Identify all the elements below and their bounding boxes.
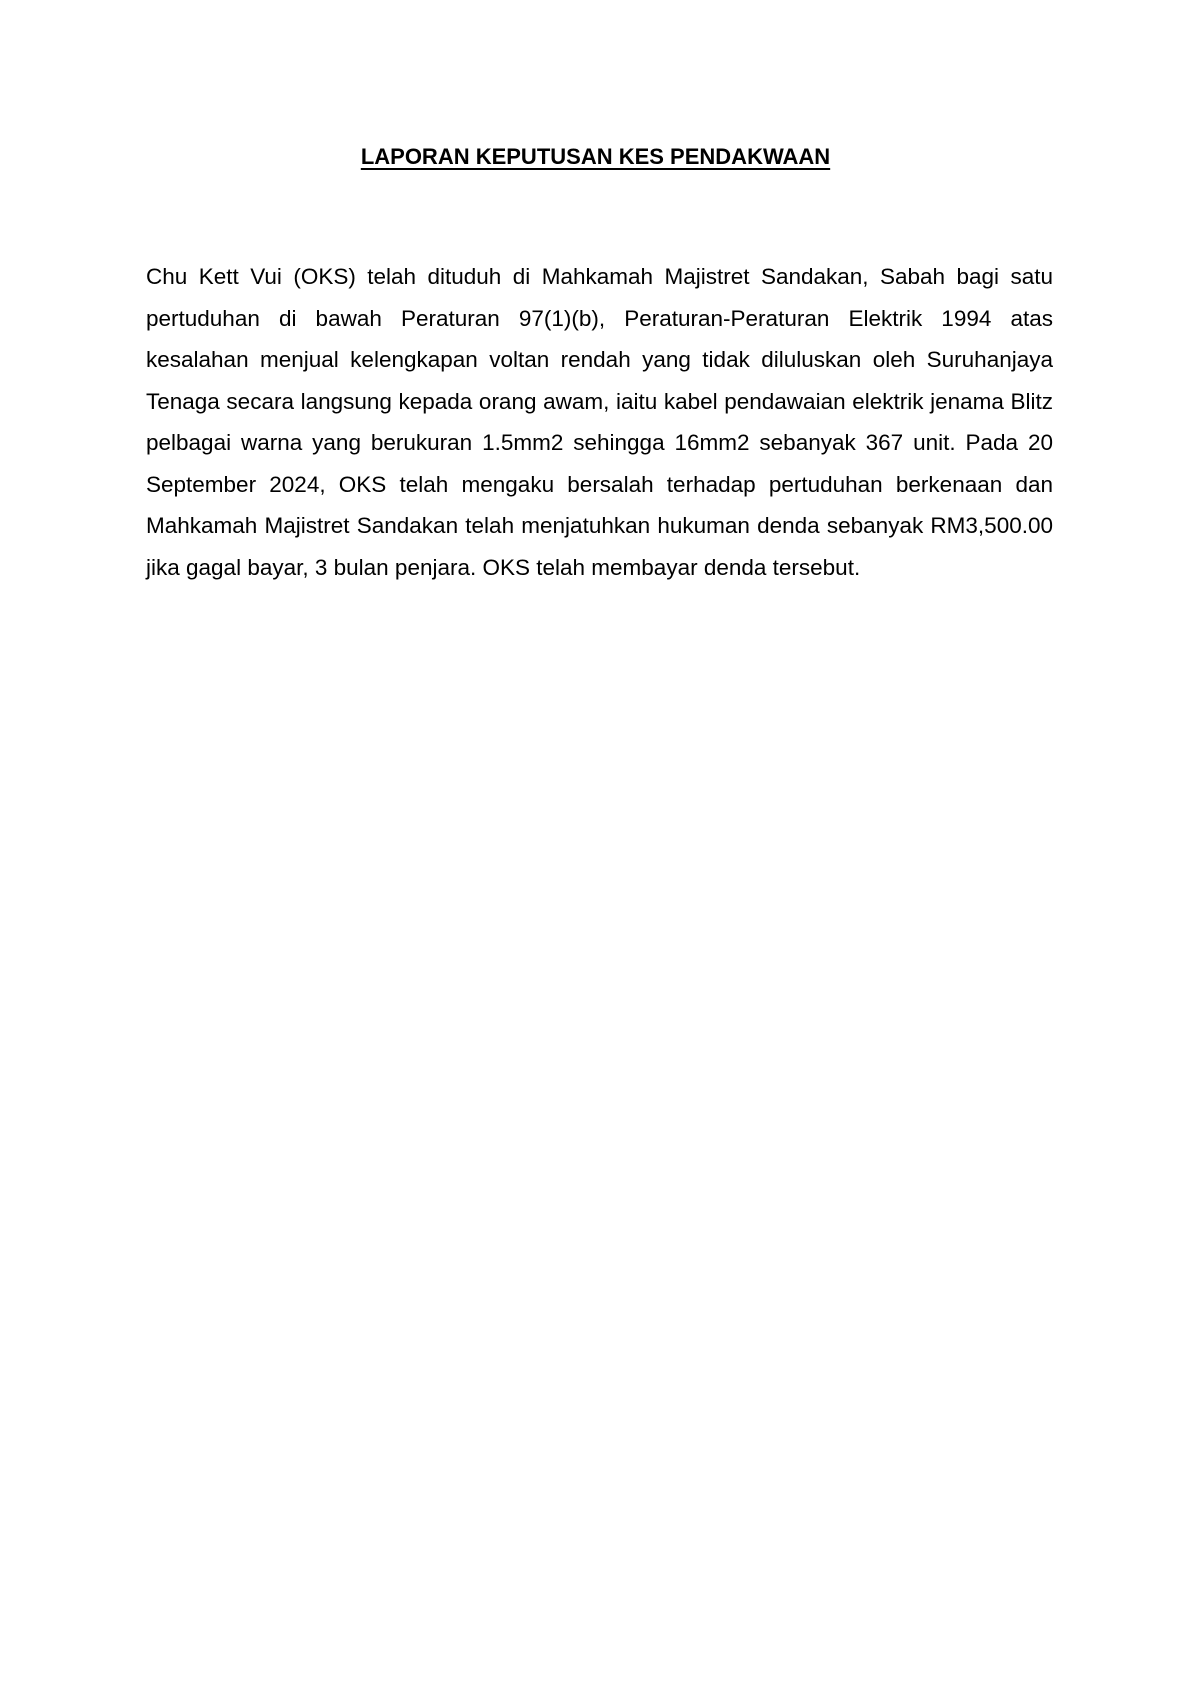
document-title: LAPORAN KEPUTUSAN KES PENDAKWAAN [360,144,831,169]
case-summary-paragraph: Chu Kett Vui (OKS) telah dituduh di Mahkamah Majistret Sandakan, Sabah bagi satu pertuduhan di bawah Peraturan 97(1)(b), Peraturan-Peraturan Elektrik 1994 atas kesalahan menjual kelengkapan voltan rendah yang tidak diluluskan oleh Suruhanjaya Tenaga secara langsung kepada orang awam, iaitu kabel pendawaian elektrik jenama Blitz pelbagai warna yang berukuran 1.5mm2 sehingga 16mm2 sebanyak 367 unit. Pada 20 September 2024, OKS telah mengaku bersalah terhadap pertuduhan berkenaan dan Mahkamah Majistret Sandakan telah menjatuhkan hukuman denda sebanyak RM3,500.00 jika gagal bayar, 3 bulan penjara. OKS telah membayar denda tersebut. [146,264,1053,580]
